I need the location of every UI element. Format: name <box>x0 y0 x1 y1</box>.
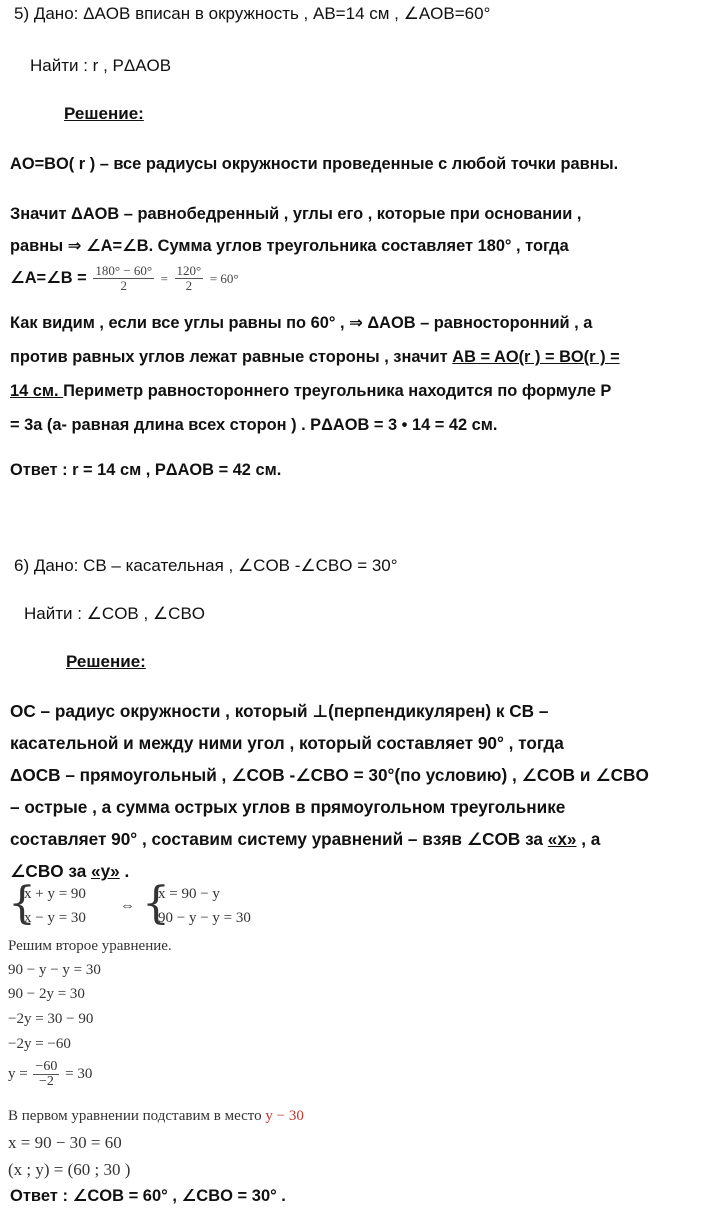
problem5-line1: AO=BO( r ) – все радиусы окружности проведенные с любой точки равны. <box>10 155 619 173</box>
system-right-eq1: x = 90 − y <box>158 886 220 902</box>
line6-end: . <box>119 861 130 881</box>
step1: 90 − y − y = 30 <box>8 962 101 978</box>
step5-prefix: y = <box>8 1066 32 1082</box>
line5-text: составляет 90° , составим систему уравнений – взяв ∠COB за <box>10 829 548 849</box>
fraction-denominator: −2 <box>38 1074 54 1089</box>
substitute-var: y − 30 <box>265 1108 304 1124</box>
system-right-eq2: 90 − y − y = 30 <box>158 910 251 926</box>
variable-y-label: «y» <box>91 861 120 881</box>
fraction-denominator: 2 <box>185 278 193 294</box>
fraction-180-60 <box>93 264 154 293</box>
fraction-120 <box>175 264 204 293</box>
problem5-line7 <box>10 374 715 408</box>
problem5-line8: = 3a (a- равная длина всех сторон ) . PΔAOB = 3 • 14 = 42 см. <box>10 416 498 434</box>
line7-underlined: 14 см. <box>10 382 64 400</box>
line6-text: против равных углов лежат равные стороны , значит <box>10 348 453 366</box>
problem5-line4 <box>10 262 710 294</box>
substitute-text: В первом уравнении подставим в место <box>8 1108 266 1124</box>
problem5-given: 5) Дано: ΔAOB вписан в окружность , AB=14 см , ∠AOB=60° <box>14 4 491 23</box>
problem6-find: Найти : ∠COB , ∠CBO <box>24 604 206 623</box>
step3: −2y = 30 − 90 <box>8 1011 94 1027</box>
right-brace-icon: { <box>142 878 170 929</box>
step4: −2y = −60 <box>8 1036 71 1052</box>
step5-result: = 30 <box>65 1066 93 1082</box>
result-60: = 60° <box>209 271 239 286</box>
solution-pair: (x ; y) = (60 ; 30 ) <box>8 1160 131 1179</box>
equivalence-arrow: ⇔ <box>120 898 135 914</box>
problem6-paragraph <box>10 695 720 887</box>
step5 <box>8 1060 92 1089</box>
problem6-answer: Ответ : ∠COB = 60° , ∠CBO = 30° . <box>10 1187 286 1205</box>
fraction-numerator: 180° − 60° <box>95 263 153 279</box>
angle-equality: ∠A=∠B = <box>10 269 92 287</box>
problem5-line3: равны ⇒ ∠A=∠B. Сумма углов треугольника составляет 180° , тогда <box>10 237 569 255</box>
fraction-60-over-2 <box>33 1060 59 1089</box>
fraction-denominator: 2 <box>120 278 127 294</box>
problem5-answer: Ответ : r = 14 см , PΔAOB = 42 см. <box>10 461 282 479</box>
problem6-line5 <box>10 823 720 855</box>
problem5-line2: Значит ΔAOB – равнобедренный , углы его , которые при основании , <box>10 205 582 223</box>
system-left-eq1: x + y = 90 <box>24 886 86 902</box>
substitute-line <box>8 1108 304 1125</box>
problem5-find: Найти : r , PΔAOB <box>30 56 172 75</box>
variable-x-label: «x» <box>547 829 577 849</box>
problem5-solution-heading: Решение: <box>64 104 144 123</box>
x-calculation: x = 90 − 30 = 60 <box>8 1133 122 1152</box>
solve-second-label: Решим второе уравнение. <box>8 938 172 954</box>
step2: 90 − 2y = 30 <box>8 986 85 1002</box>
fraction-numerator: 120° <box>176 263 202 279</box>
problem5-paragraph3 <box>10 306 715 442</box>
problem5-line5: Как видим , если все углы равны по 60° , ⇒ ΔAOB – равносторонний , а <box>10 314 593 332</box>
fraction-numerator: −60 <box>35 1059 58 1074</box>
problem6-given: 6) Дано: CB – касательная , ∠COB -∠CBO = 30° <box>14 556 398 575</box>
system-left-eq2: x − y = 30 <box>24 910 86 926</box>
problem5-paragraph2 <box>10 198 710 294</box>
left-brace-icon: { <box>8 878 36 929</box>
line7-text: Периметр равностороннего треугольника находится по формуле P <box>63 382 612 400</box>
equals-sign: = <box>160 271 168 286</box>
problem6-line2: касательной и между ними угол , который составляет 90° , тогда <box>10 733 564 753</box>
line6-underlined: AB = AO(r ) = BO(r ) = <box>452 348 620 366</box>
equation-system <box>8 878 308 932</box>
problem5-line6 <box>10 340 715 374</box>
problem6-solution-heading: Решение: <box>66 652 146 671</box>
line5-end: , а <box>576 829 601 849</box>
problem6-line4: – острые , а сумма острых углов в прямоугольном треугольнике <box>10 797 566 817</box>
line6-text: ∠CBO за <box>10 861 92 881</box>
problem6-line3: ΔOCB – прямоугольный , ∠COB -∠CBO = 30°(по условию) , ∠COB и ∠CBO <box>10 765 649 785</box>
problem6-line1: OC – радиус окружности , который ⊥(перпендикулярен) к CB – <box>10 701 549 721</box>
